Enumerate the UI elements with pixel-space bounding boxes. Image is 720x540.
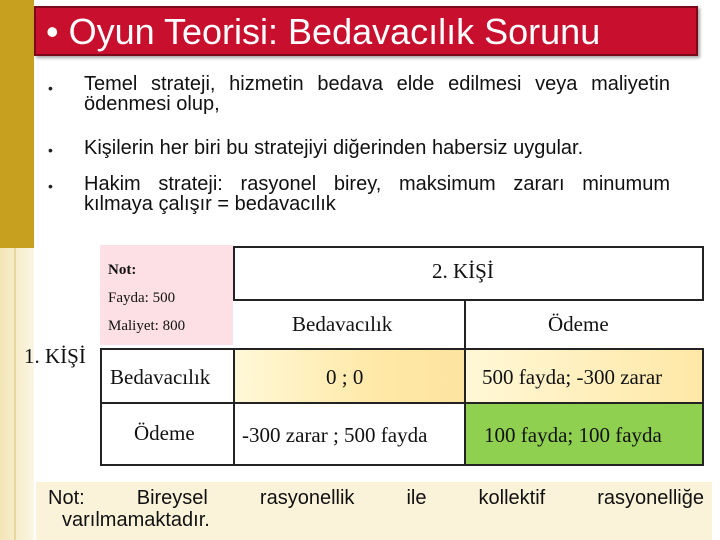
slide-title: • Oyun Teorisi: Bedavacılık Sorunu bbox=[46, 11, 601, 52]
footer-word: ile bbox=[406, 487, 427, 509]
footer-word: rasyonellik bbox=[259, 487, 355, 509]
bullet-text: Temel strateji, hizmetin bedava elde edilmesi veya maliyetin ödenmesi olup, bbox=[84, 73, 670, 115]
grid-line bbox=[233, 246, 704, 248]
grid-line bbox=[702, 246, 704, 301]
grid-line bbox=[100, 348, 102, 466]
row-header-bedavacilik: Bedavacılık bbox=[110, 365, 211, 389]
bullet-marker: • bbox=[48, 142, 53, 158]
title-bar bbox=[34, 6, 698, 56]
player1-label: 1. KİŞİ bbox=[24, 344, 86, 368]
col-header-bedavacilik: Bedavacılık bbox=[292, 312, 393, 336]
footer-note bbox=[36, 482, 712, 540]
matrix-note-maliyet: Maliyet: 800 bbox=[108, 318, 186, 334]
payoff-cell-0-0: 0 ; 0 bbox=[326, 365, 364, 389]
player2-label: 2. KİŞİ bbox=[432, 259, 494, 283]
bullet-marker: • bbox=[48, 80, 53, 96]
col-header-odeme: Ödeme bbox=[548, 312, 609, 336]
grid-line bbox=[100, 464, 704, 466]
bullet-text: Hakim strateji: rasyonel birey, maksimum zararı minumum kılmaya çalışır = bedavacılık bbox=[84, 173, 670, 215]
grid-line bbox=[233, 348, 235, 466]
payoff-cell-0-1: 500 fayda; -300 zarar bbox=[482, 365, 663, 389]
grid-line bbox=[100, 402, 704, 404]
grid-line bbox=[233, 299, 704, 301]
footer-note-line2: varılmamaktadır. bbox=[62, 509, 210, 531]
payoff-cell-1-1: 100 fayda; 100 fayda bbox=[484, 423, 662, 447]
footer-note-line1 bbox=[48, 487, 704, 509]
matrix-note-label: Not: bbox=[108, 262, 137, 278]
payoff-cell-1-0: -300 zarar ; 500 fayda bbox=[242, 423, 428, 447]
footer-word: Not: bbox=[48, 487, 85, 509]
footer-word: rasyonelliğe bbox=[597, 487, 704, 509]
grid-line bbox=[702, 348, 704, 466]
footer-word: Bireysel bbox=[136, 487, 208, 509]
left-accent-bar-lower bbox=[0, 248, 34, 540]
row-header-odeme: Ödeme bbox=[134, 421, 195, 445]
footer-word: kollektif bbox=[478, 487, 546, 509]
bullet-text: Kişilerin her biri bu stratejiyi diğerinden habersiz uygular. bbox=[84, 137, 584, 159]
bullet-marker: • bbox=[48, 178, 53, 194]
grid-line bbox=[233, 246, 235, 301]
grid-line bbox=[464, 299, 466, 465]
matrix-note-box bbox=[100, 245, 233, 345]
matrix-note-fayda: Fayda: 500 bbox=[108, 290, 176, 306]
left-accent-bar bbox=[0, 0, 34, 248]
grid-line bbox=[100, 348, 704, 350]
